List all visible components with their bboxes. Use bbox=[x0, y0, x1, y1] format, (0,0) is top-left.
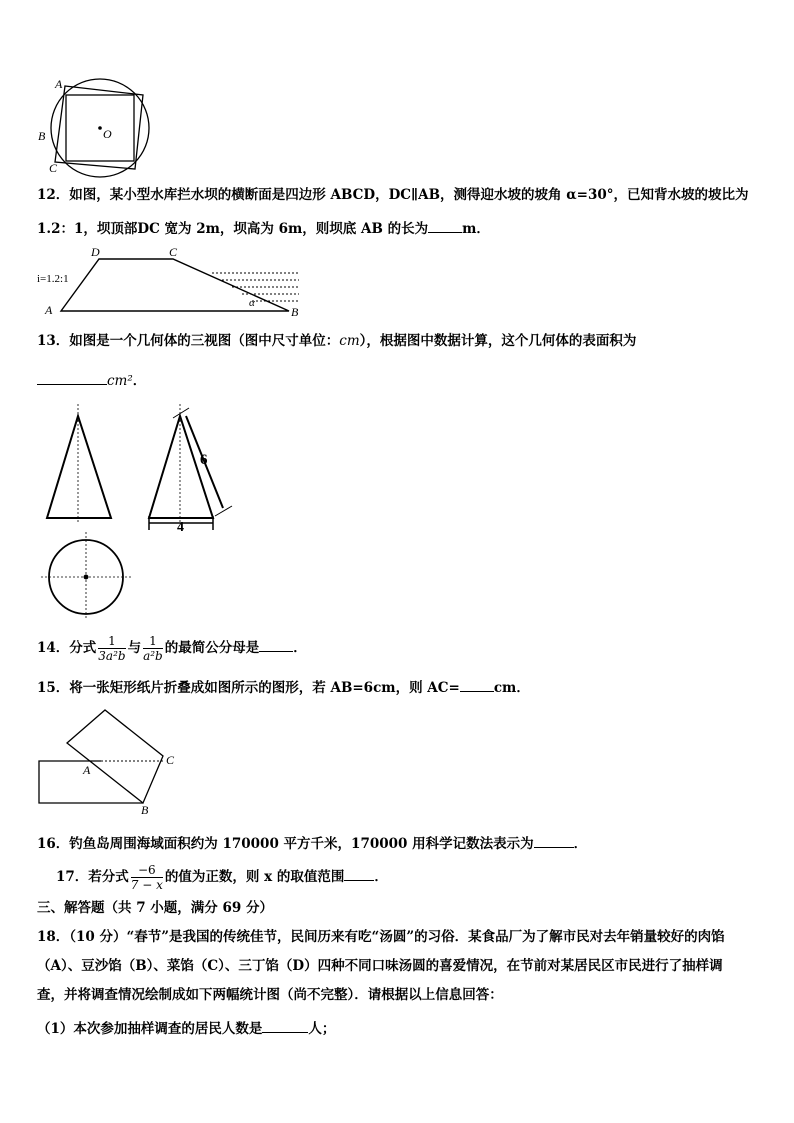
q13-line1-text2: ），根据图中数据计算，这个几何体的表面积为 bbox=[359, 333, 637, 349]
q18-sub1 bbox=[37, 1020, 335, 1037]
q17-end: ． bbox=[374, 869, 388, 885]
dam-trapezoid bbox=[61, 259, 289, 311]
label-A: A bbox=[55, 77, 63, 91]
q17-fraction bbox=[131, 863, 163, 892]
q18-sub1-text: （1）本次参加抽样调查的居民人数是 bbox=[37, 1021, 263, 1037]
q15-end: cm． bbox=[493, 680, 530, 696]
q17-suffix: 的值为正数，则 x 的取值范围 bbox=[164, 869, 345, 885]
q13-line1-text: 13．如图是一个几何体的三视图（图中尺寸单位： bbox=[37, 333, 340, 349]
q18-line3: 查，并将调查情况绘制成如下两幅统计图（尚不完整）．请根据以上信息回答： bbox=[37, 987, 503, 1003]
q16-line bbox=[37, 835, 587, 852]
q14-fraction-1 bbox=[98, 634, 125, 663]
q16-answer-blank bbox=[534, 835, 574, 848]
q16-end: ． bbox=[573, 836, 588, 852]
figure-three-views bbox=[37, 404, 247, 619]
q18-answer-blank bbox=[262, 1020, 308, 1033]
q18-sub1-end: 人； bbox=[308, 1021, 336, 1037]
q12-line2 bbox=[37, 220, 490, 237]
q15-line1 bbox=[37, 679, 530, 696]
q14-prefix: 14．分式 bbox=[37, 640, 97, 656]
q13-unit: cm bbox=[339, 333, 360, 349]
figure-circle-squares bbox=[37, 74, 177, 179]
top-view-center bbox=[84, 575, 89, 580]
dam-label-D: D bbox=[91, 245, 100, 259]
dam-label-alpha: α bbox=[249, 297, 255, 309]
q13-end: ． bbox=[132, 373, 147, 389]
q14-f2-numerator: 1 bbox=[143, 634, 163, 649]
paper-left-part bbox=[39, 761, 143, 803]
figure-folded-paper bbox=[37, 706, 197, 818]
base-label: 4 bbox=[177, 520, 184, 535]
dam-label-C: C bbox=[169, 245, 178, 259]
front-view-triangle bbox=[47, 416, 111, 518]
q18-line2: （A）、豆沙馅（B）、菜馅（C）、三丁馅（D）四种不同口味汤圆的喜爱情况，在节前对某居民区市民进行了抽样调 bbox=[37, 958, 723, 974]
q17-denominator: 7 − x bbox=[130, 878, 163, 892]
q14-f2-denominator: a²b bbox=[143, 649, 163, 663]
q14-f1-denominator: 3a²b bbox=[98, 649, 126, 663]
q13-line1 bbox=[37, 335, 636, 349]
dam-label-ratio: i=1.2:1 bbox=[37, 273, 69, 285]
q14-mid: 与 bbox=[127, 640, 142, 656]
dam-label-A: A bbox=[45, 303, 53, 317]
q12-line1: 12．如图，某小型水库拦水坝的横断面是四边形 ABCD，DC∥AB，测得迎水坡的坡角 α=30°，已知背水坡的坡比为 bbox=[37, 187, 749, 203]
figure-dam bbox=[37, 244, 307, 318]
q17-answer-blank bbox=[344, 868, 374, 881]
q12-answer-blank bbox=[428, 220, 462, 233]
q18-line1: 18．（10 分）“春节”是我国的传统佳节，民间历来有吃“汤圆”的习俗．某食品厂为了解市民对去年销量较好的肉馅 bbox=[37, 929, 725, 945]
dam-label-B: B bbox=[291, 305, 299, 318]
q14-line bbox=[37, 633, 307, 663]
paper-label-A: A bbox=[83, 763, 91, 777]
q13-answer-blank bbox=[37, 372, 107, 385]
slant-label: 6 bbox=[200, 452, 208, 468]
paper-label-C: C bbox=[166, 753, 175, 767]
q14-f1-numerator: 1 bbox=[98, 634, 125, 649]
q13-line2 bbox=[37, 372, 146, 389]
q14-answer-blank bbox=[259, 639, 293, 652]
water-lines bbox=[212, 273, 299, 301]
q17-numerator: −6 bbox=[131, 863, 163, 878]
q14-fraction-2 bbox=[143, 634, 163, 663]
q17-line bbox=[56, 860, 388, 894]
section-3-heading: 三、解答题（共 7 小题，满分 69 分） bbox=[37, 900, 273, 916]
center-dot bbox=[98, 126, 102, 130]
paper-label-B: B bbox=[141, 803, 149, 817]
q14-suffix: 的最简公分母是 bbox=[164, 640, 260, 656]
q17-prefix: 17．若分式 bbox=[56, 869, 129, 885]
q14-end: ． bbox=[293, 640, 307, 656]
q16-text: 16．钓鱼岛周围海域面积约为 170000 平方千米，170000 用科学记数法表示为 bbox=[37, 836, 534, 852]
paper-folded-part bbox=[67, 710, 163, 803]
q13-unit2: cm² bbox=[107, 373, 133, 389]
label-C: C bbox=[49, 161, 58, 175]
label-O: O bbox=[103, 127, 112, 141]
q15-text: 15．将一张矩形纸片折叠成如图所示的图形，若 AB=6cm，则 AC= bbox=[37, 680, 460, 696]
q12-line2-end: m． bbox=[462, 221, 490, 237]
label-B: B bbox=[38, 129, 46, 143]
q15-answer-blank bbox=[460, 679, 494, 692]
q12-line2-text: 1.2：1，坝顶部DC 宽为 2m，坝高为 6m，则坝底 AB 的长为 bbox=[37, 221, 429, 237]
